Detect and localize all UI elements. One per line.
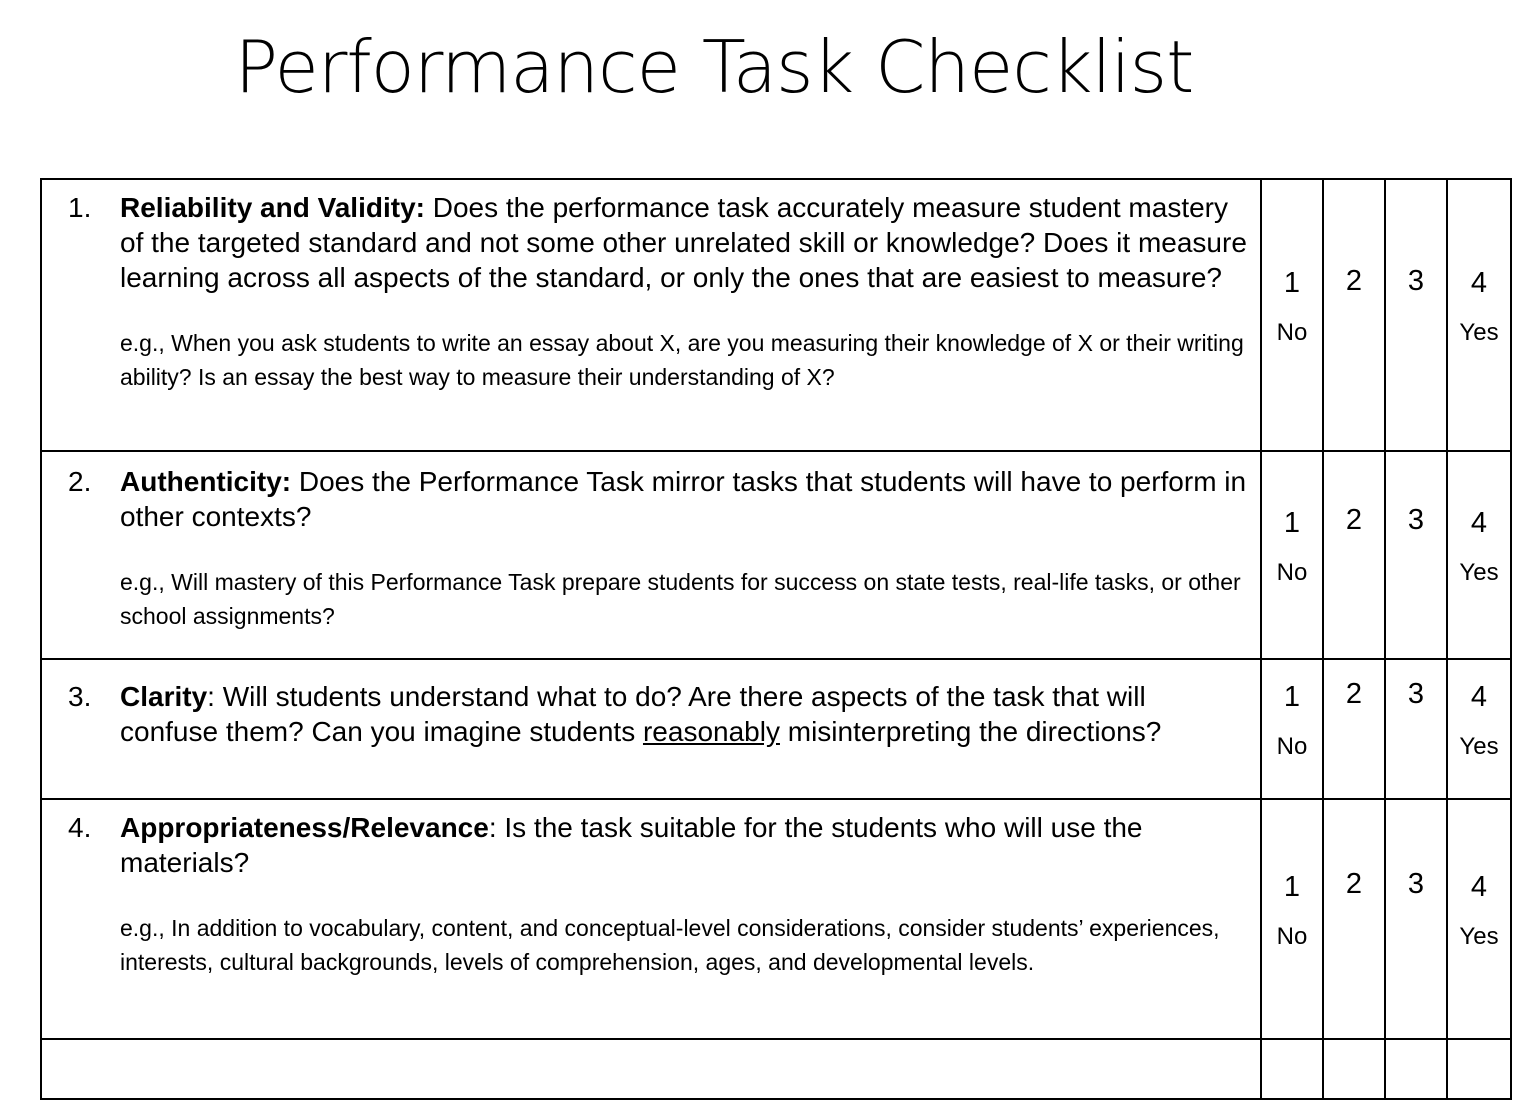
checklist-table — [40, 178, 1512, 1100]
item-number: 1. — [68, 192, 92, 223]
score-label-yes: Yes — [1459, 559, 1499, 586]
question-text: Does the Performance Task mirror tasks that students will have to perform in other contexts? — [120, 466, 1247, 532]
item-number: 4. — [68, 812, 92, 843]
criterion-question — [120, 464, 1248, 534]
score-option-1[interactable] — [1261, 451, 1323, 659]
score-option-3[interactable] — [1385, 659, 1447, 799]
score-option-3[interactable] — [1385, 451, 1447, 659]
checklist-row — [41, 179, 1511, 451]
score-number: 3 — [1407, 868, 1425, 900]
score-label-no: No — [1276, 559, 1308, 586]
score-label-no: No — [1276, 923, 1308, 950]
question-text: : Will students understand what to do? Are there aspects of the task that will confuse them? Can you imagine students — [120, 681, 1146, 747]
score-label-yes: Yes — [1459, 923, 1499, 950]
score-number: 1 — [1283, 267, 1301, 299]
checklist-row — [41, 451, 1511, 659]
score-option-1[interactable] — [1261, 179, 1323, 451]
score-option-2[interactable] — [1323, 659, 1385, 799]
criterion-example: e.g., Will mastery of this Performance Task prepare students for success on state tests, real-life tasks, or other school assignments? — [120, 569, 1241, 629]
score-option-3[interactable] — [1385, 1039, 1447, 1099]
item-number: 2. — [68, 466, 92, 497]
score-option-3[interactable] — [1385, 179, 1447, 451]
score-option-3[interactable] — [1385, 799, 1447, 1039]
score-option-1[interactable] — [1261, 1039, 1323, 1099]
score-option-4[interactable] — [1447, 451, 1511, 659]
question-text: : Is the task suitable for the students who will use the materials? — [120, 812, 1143, 878]
score-option-4[interactable] — [1447, 799, 1511, 1039]
score-number: 3 — [1407, 504, 1425, 536]
question-text: Does the performance task accurately measure student mastery of the targeted standard and not some other unrelated skill or knowledge? Does it measure learning across all aspects of the standard, or only the ones that are easiest to measure? — [120, 192, 1247, 293]
score-number: 4 — [1470, 681, 1488, 713]
criterion-cell — [41, 659, 1261, 799]
criterion-example: e.g., When you ask students to write an essay about X, are you measuring their knowledge of X or their writing ability? Is an essay the best way to measure their understanding of X? — [120, 330, 1244, 390]
criterion-term: Authenticity: — [120, 466, 292, 497]
criterion-example: e.g., In addition to vocabulary, content, and conceptual-level considerations, consider students’ experiences, interests, cultural backgrounds, levels of comprehension, ages, and developmental levels. — [120, 915, 1220, 975]
score-option-2[interactable] — [1323, 799, 1385, 1039]
score-number: 2 — [1345, 868, 1363, 900]
score-option-2[interactable] — [1323, 451, 1385, 659]
score-number: 2 — [1345, 504, 1363, 536]
score-option-1[interactable] — [1261, 799, 1323, 1039]
score-option-2[interactable] — [1323, 1039, 1385, 1099]
score-number: 4 — [1470, 267, 1488, 299]
score-number: 3 — [1407, 265, 1425, 297]
score-label-yes: Yes — [1459, 319, 1499, 346]
checklist-row — [41, 659, 1511, 799]
page-title: Performance Task Checklist — [234, 25, 1194, 109]
score-number: 1 — [1283, 871, 1301, 903]
checklist-row — [41, 799, 1511, 1039]
score-option-4[interactable] — [1447, 1039, 1511, 1099]
item-number: 3. — [68, 681, 92, 712]
score-number: 1 — [1283, 507, 1301, 539]
score-option-2[interactable] — [1323, 179, 1385, 451]
criterion-cell — [41, 799, 1261, 1039]
score-option-1[interactable] — [1261, 659, 1323, 799]
score-number: 1 — [1283, 681, 1301, 713]
score-label-yes: Yes — [1459, 733, 1499, 760]
score-number: 4 — [1470, 871, 1488, 903]
score-option-4[interactable] — [1447, 659, 1511, 799]
score-number: 2 — [1345, 678, 1363, 710]
criterion-term: Reliability and Validity: — [120, 192, 425, 223]
criterion-question — [120, 679, 1248, 749]
checklist-row — [41, 1039, 1511, 1099]
question-text: misinterpreting the directions? — [779, 716, 1162, 747]
score-label-no: No — [1276, 319, 1308, 346]
score-number: 2 — [1345, 265, 1363, 297]
score-option-4[interactable] — [1447, 179, 1511, 451]
underlined-word: reasonably — [642, 716, 780, 747]
criterion-cell — [41, 1039, 1261, 1099]
score-label-no: No — [1276, 733, 1308, 760]
criterion-cell — [41, 179, 1261, 451]
criterion-question — [120, 810, 1248, 880]
score-number: 4 — [1470, 507, 1488, 539]
criterion-term: Appropriateness/Relevance — [120, 812, 489, 843]
criterion-term: Clarity — [120, 681, 208, 712]
criterion-cell — [41, 451, 1261, 659]
criterion-question — [120, 190, 1248, 295]
score-number: 3 — [1407, 678, 1425, 710]
